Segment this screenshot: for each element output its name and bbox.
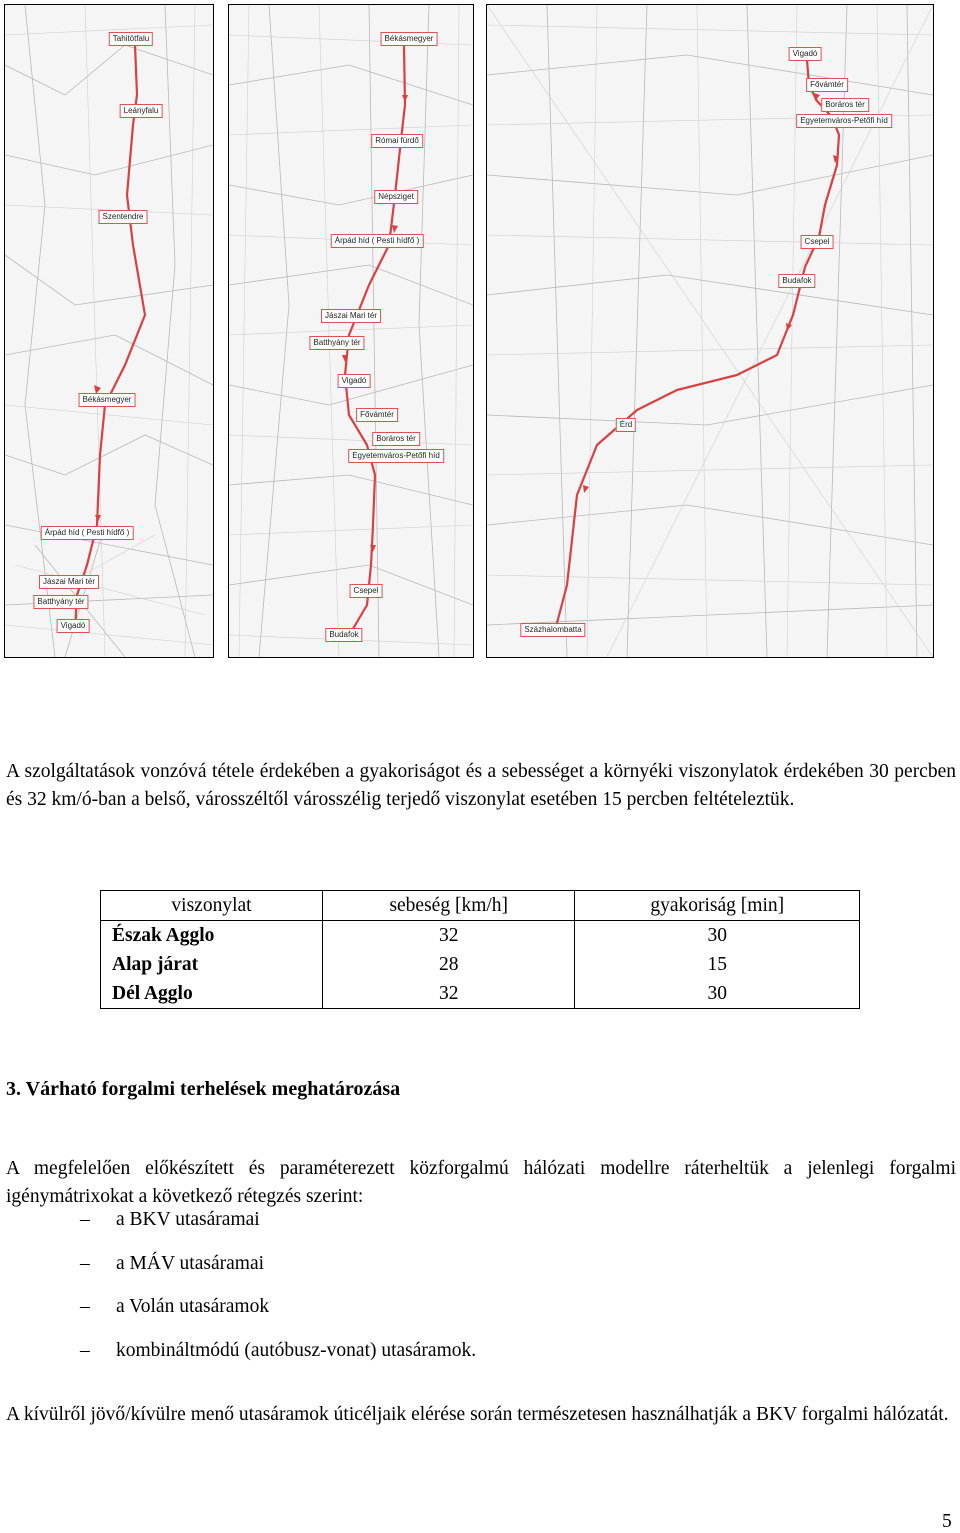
header-line: viszonylat bbox=[101, 891, 323, 921]
row-line-name: Észak Agglo bbox=[101, 921, 323, 951]
dash-marker: – bbox=[80, 1296, 90, 1317]
row-frequency: 30 bbox=[575, 921, 860, 951]
map3-stop-7: Érd bbox=[616, 418, 636, 432]
map2-stop-1: Békásmegyer bbox=[381, 32, 438, 46]
row-speed: 32 bbox=[323, 979, 575, 1009]
map1-stop-3: Szentendre bbox=[99, 210, 148, 224]
row-frequency: 30 bbox=[575, 979, 860, 1009]
map3-stop-5: Csepel bbox=[801, 235, 834, 249]
map3-stop-3: Boráros tér bbox=[821, 98, 869, 112]
closing-paragraph: A kívülről jövő/kívülre menő utasáramok úticéljaik elérése során természetesen használhatják a BKV forgalmi hálózatát. bbox=[6, 1403, 949, 1425]
list-item bbox=[80, 1337, 476, 1381]
layer-list bbox=[80, 1206, 476, 1380]
intro-paragraph: A szolgáltatások vonzóvá tétele érdekében a gyakoriságot és a sebességet a környéki viszonylatok érdekében 30 percben és 32 km/ó-ban a belső, városszéltől városszélig terjedő viszonylat esetében 15 percben feltételeztük. bbox=[6, 760, 956, 810]
list-item-text: a Volán utasáramok bbox=[116, 1296, 270, 1317]
list-item bbox=[80, 1250, 476, 1294]
method-paragraph: A megfelelően előkészített és paraméterezett közforgalmú hálózati modellre ráterheltük a jelenlegi forgalmi igénymátrixokat a következő rétegzés szerint: bbox=[6, 1157, 956, 1207]
list-item-text: kombináltmódú (autóbusz-vonat) utasáramok. bbox=[116, 1339, 477, 1361]
table-row bbox=[101, 950, 860, 979]
map3-stop-8: Százhalombatta bbox=[520, 623, 585, 637]
row-speed: 28 bbox=[323, 950, 575, 979]
map1-stop-2: Leányfalu bbox=[120, 104, 163, 118]
map2-stop-11: Csepel bbox=[350, 584, 383, 598]
map1-stop-1: Tahitótfalu bbox=[109, 32, 153, 46]
map2-stop-4: Árpád híd ( Pesti hídfő ) bbox=[331, 234, 424, 248]
map3-stop-6: Budafok bbox=[778, 274, 815, 288]
map2-stop-9: Boráros tér bbox=[372, 432, 420, 446]
map3-stop-4: Egyetemváros-Petőfi híd bbox=[796, 114, 892, 128]
map2-stop-6: Batthyány tér bbox=[309, 336, 364, 350]
page-number: 5 bbox=[942, 1511, 952, 1532]
route-map-north bbox=[4, 4, 214, 658]
street-network-inner bbox=[229, 5, 473, 657]
section-heading: 3. Várható forgalmi terhelések meghatározása bbox=[6, 1078, 401, 1100]
row-line-name: Alap járat bbox=[101, 950, 323, 979]
map1-stop-6: Jászai Mari tér bbox=[39, 575, 99, 589]
route-map-south bbox=[486, 4, 934, 658]
table-header-row bbox=[101, 891, 860, 921]
map2-stop-5: Jászai Mari tér bbox=[321, 309, 381, 323]
list-item-text: a BKV utasáramai bbox=[116, 1209, 260, 1230]
map2-stop-12: Budafok bbox=[325, 628, 362, 642]
table-row bbox=[101, 979, 860, 1009]
row-frequency: 15 bbox=[575, 950, 860, 979]
map2-stop-7: Vigadó bbox=[338, 374, 371, 388]
route-map-inner bbox=[228, 4, 474, 658]
list-item bbox=[80, 1206, 476, 1250]
map2-stop-8: Fővámtér bbox=[356, 408, 398, 422]
map1-stop-7: Batthyány tér bbox=[33, 595, 88, 609]
street-network-north bbox=[5, 5, 213, 657]
list-item-text: a MÁV utasáramai bbox=[116, 1252, 265, 1274]
map3-stop-1: Vigadó bbox=[789, 47, 822, 61]
map2-stop-3: Népsziget bbox=[374, 190, 418, 204]
row-speed: 32 bbox=[323, 921, 575, 951]
map1-stop-5: Árpád híd ( Pesti hídfő ) bbox=[41, 526, 134, 540]
line-parameters-table bbox=[100, 890, 860, 1009]
header-speed: sebeség [km/h] bbox=[323, 891, 575, 921]
dash-marker: – bbox=[80, 1252, 90, 1274]
map1-stop-4: Békásmegyer bbox=[79, 393, 136, 407]
map1-stop-8: Vigadó bbox=[57, 619, 90, 633]
map2-stop-10: Egyetemváros-Petőfi híd bbox=[348, 449, 444, 463]
dash-marker: – bbox=[80, 1339, 90, 1361]
table-row bbox=[101, 921, 860, 951]
map2-stop-2: Római fürdő bbox=[371, 134, 423, 148]
header-frequency: gyakoriság [min] bbox=[575, 891, 860, 921]
dash-marker: – bbox=[80, 1209, 90, 1230]
row-line-name: Dél Agglo bbox=[101, 979, 323, 1009]
map3-stop-2: Fővámtér bbox=[806, 78, 848, 92]
list-item bbox=[80, 1293, 476, 1337]
